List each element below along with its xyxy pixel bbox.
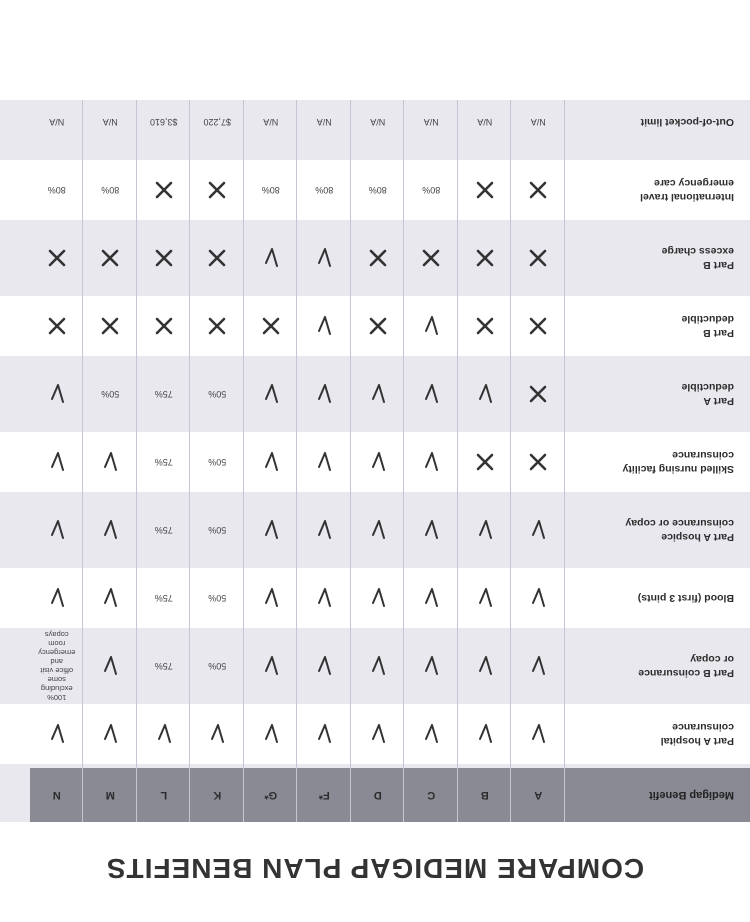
plan-cell — [405, 496, 459, 564]
check-icon — [420, 587, 442, 609]
x-icon — [474, 315, 496, 337]
check-icon — [527, 723, 549, 745]
benefit-text — [623, 448, 734, 476]
check-icon — [420, 315, 442, 337]
plan-cell — [30, 360, 84, 428]
coverage-value: 80% — [422, 185, 441, 195]
plan-cell — [405, 160, 459, 220]
column-divider — [457, 100, 458, 822]
column-divider — [297, 100, 298, 822]
plan-cell — [84, 496, 138, 564]
column-divider — [243, 100, 244, 822]
plan-cell — [84, 568, 138, 628]
plan-cell — [512, 568, 566, 628]
check-icon — [367, 587, 389, 609]
benefit-line: or copay — [690, 653, 734, 665]
plan-cell — [244, 224, 298, 292]
benefit-text — [638, 652, 734, 680]
column-divider — [404, 100, 405, 822]
plan-cell — [137, 360, 191, 428]
plan-cell — [405, 568, 459, 628]
plan-cell — [84, 632, 138, 700]
check-icon — [313, 247, 335, 269]
check-icon — [420, 383, 442, 405]
check-icon — [474, 723, 496, 745]
table-row — [0, 496, 750, 564]
plan-cell — [298, 88, 352, 156]
benefit-line: coinsurance — [672, 721, 734, 733]
plan-cell — [84, 432, 138, 492]
check-icon — [313, 519, 335, 541]
benefit-line: coinsurance — [672, 449, 734, 461]
check-icon — [313, 315, 335, 337]
plan-cell — [137, 496, 191, 564]
plan-cell — [405, 360, 459, 428]
plan-cell — [244, 360, 298, 428]
benefit-line: Out-of-pocket limit — [640, 116, 734, 128]
coverage-value: $7,220 — [203, 117, 232, 127]
plan-header-a: A — [512, 768, 566, 822]
benefit-label — [565, 160, 750, 220]
x-icon — [153, 179, 175, 201]
plan-cell — [30, 568, 84, 628]
coverage-value: 50% — [208, 457, 227, 467]
benefit-line: Part B — [703, 259, 734, 271]
benefit-line: deductible — [681, 313, 734, 325]
plan-cell — [298, 496, 352, 564]
benefit-text — [661, 720, 734, 748]
check-icon — [527, 655, 549, 677]
benefit-line: Part A — [703, 395, 734, 407]
check-icon — [313, 723, 335, 745]
table-header-row — [0, 768, 750, 822]
check-icon — [367, 655, 389, 677]
benefit-text — [625, 516, 734, 544]
plan-cell — [298, 360, 352, 428]
plan-cell — [84, 296, 138, 356]
plan-cell — [512, 496, 566, 564]
coverage-value: 75% — [154, 457, 173, 467]
plan-cell — [351, 432, 405, 492]
coverage-value: N/A — [263, 117, 279, 127]
check-icon — [260, 383, 282, 405]
x-icon — [153, 247, 175, 269]
column-divider — [83, 100, 84, 822]
plan-cell — [298, 432, 352, 492]
plan-cell — [458, 360, 512, 428]
plan-cell — [351, 160, 405, 220]
x-icon — [206, 315, 228, 337]
column-divider — [564, 100, 565, 822]
plan-cell — [458, 296, 512, 356]
plan-cell — [298, 704, 352, 764]
plan-cell — [351, 88, 405, 156]
benefit-label — [565, 568, 750, 628]
plan-header-c: C — [405, 768, 459, 822]
plan-cell — [351, 568, 405, 628]
plan-cell — [512, 160, 566, 220]
check-icon — [474, 519, 496, 541]
coverage-value: 75% — [154, 525, 173, 535]
check-icon — [527, 519, 549, 541]
plan-cell — [191, 432, 245, 492]
plan-cell — [512, 360, 566, 428]
x-icon — [46, 247, 68, 269]
coverage-value: N/A — [370, 117, 386, 127]
check-icon — [46, 383, 68, 405]
plan-cell — [405, 296, 459, 356]
plan-cell — [512, 704, 566, 764]
comparison-table — [0, 100, 750, 822]
plan-cell — [458, 432, 512, 492]
plan-cell — [351, 704, 405, 764]
plan-cell — [191, 224, 245, 292]
x-icon — [367, 247, 389, 269]
coverage-value: 75% — [154, 389, 173, 399]
plan-cell — [458, 632, 512, 700]
check-icon — [99, 451, 121, 473]
check-icon — [260, 451, 282, 473]
check-icon — [260, 723, 282, 745]
benefit-label — [565, 296, 750, 356]
benefit-line: emergency care — [654, 177, 734, 189]
plan-cell — [244, 296, 298, 356]
plan-header-k: K — [191, 768, 245, 822]
x-icon — [46, 315, 68, 337]
check-icon — [367, 519, 389, 541]
table-row — [0, 88, 750, 156]
plan-cell — [30, 632, 84, 700]
x-icon — [206, 179, 228, 201]
x-icon — [474, 451, 496, 473]
plan-cell — [244, 496, 298, 564]
plan-cell — [405, 704, 459, 764]
check-icon — [313, 587, 335, 609]
plan-cell — [30, 496, 84, 564]
benefit-line: Skilled nursing facility — [622, 463, 734, 475]
x-icon — [474, 247, 496, 269]
table-row — [0, 632, 750, 700]
plan-cell — [512, 432, 566, 492]
benefit-line: excess charge — [661, 245, 734, 257]
check-icon — [313, 655, 335, 677]
plan-cell — [137, 296, 191, 356]
plan-cell — [30, 224, 84, 292]
check-icon — [99, 655, 121, 677]
coverage-value: 50% — [208, 661, 227, 671]
coverage-value: 80% — [101, 185, 120, 195]
plan-cell — [191, 88, 245, 156]
check-icon — [420, 723, 442, 745]
plan-header-n: N — [30, 768, 84, 822]
check-icon — [260, 247, 282, 269]
check-icon — [46, 519, 68, 541]
x-icon — [474, 179, 496, 201]
plan-cell — [512, 224, 566, 292]
check-icon — [46, 587, 68, 609]
benefit-label — [565, 88, 750, 156]
plan-cell — [191, 568, 245, 628]
plan-cell — [405, 632, 459, 700]
plan-cell — [137, 568, 191, 628]
plan-cell — [244, 568, 298, 628]
plan-cell — [137, 224, 191, 292]
coverage-value: 80% — [315, 185, 334, 195]
plan-cell — [30, 160, 84, 220]
plan-header-b: B — [458, 768, 512, 822]
plan-cell — [298, 632, 352, 700]
coverage-value: N/A — [49, 117, 65, 127]
benefit-line: Part A hospice — [661, 531, 734, 543]
check-icon — [260, 587, 282, 609]
table-row — [0, 296, 750, 356]
column-divider — [511, 100, 512, 822]
plan-header-f-star: F* — [298, 768, 352, 822]
x-icon — [153, 315, 175, 337]
plan-cell — [244, 432, 298, 492]
benefit-line: Part A hospital — [660, 735, 734, 747]
coverage-value: N/A — [477, 117, 493, 127]
check-icon — [99, 723, 121, 745]
plan-cell — [191, 704, 245, 764]
plan-cell — [137, 432, 191, 492]
benefit-line: Part B coinsurance — [638, 667, 734, 679]
coverage-value: N/A — [423, 117, 439, 127]
plan-cell — [30, 432, 84, 492]
plan-cell — [298, 568, 352, 628]
benefit-line: deductible — [681, 381, 734, 393]
check-icon — [420, 655, 442, 677]
coverage-value: N/A — [530, 117, 546, 127]
check-icon — [367, 451, 389, 473]
benefit-text — [638, 591, 734, 605]
x-icon — [367, 315, 389, 337]
benefit-text — [640, 176, 734, 204]
check-icon — [527, 587, 549, 609]
plan-cell — [512, 296, 566, 356]
plan-cell — [458, 88, 512, 156]
check-icon — [313, 451, 335, 473]
plan-cell — [458, 704, 512, 764]
x-icon — [527, 179, 549, 201]
check-icon — [474, 383, 496, 405]
plan-cell — [351, 296, 405, 356]
plan-cell — [512, 88, 566, 156]
header-benefit-label: Medigap Benefit — [565, 768, 750, 822]
plan-cell — [458, 160, 512, 220]
plan-cell — [244, 160, 298, 220]
benefit-label — [565, 496, 750, 564]
plan-cell — [137, 88, 191, 156]
x-icon — [99, 247, 121, 269]
plan-cell — [137, 160, 191, 220]
column-divider — [350, 100, 351, 822]
check-icon — [206, 723, 228, 745]
check-icon — [420, 519, 442, 541]
plan-cell — [137, 704, 191, 764]
x-icon — [206, 247, 228, 269]
plan-header-m: M — [84, 768, 138, 822]
table-row — [0, 432, 750, 492]
plan-cell — [84, 224, 138, 292]
benefit-text — [641, 115, 734, 129]
table-row — [0, 160, 750, 220]
benefit-label — [565, 432, 750, 492]
x-icon — [99, 315, 121, 337]
plan-cell — [244, 632, 298, 700]
check-icon — [260, 519, 282, 541]
check-icon — [420, 451, 442, 473]
coverage-value: N/A — [102, 117, 118, 127]
check-icon — [474, 655, 496, 677]
coverage-value: 80% — [47, 185, 66, 195]
table-row — [0, 224, 750, 292]
plan-header-g-star: G* — [244, 768, 298, 822]
coverage-value: $3,610 — [149, 117, 178, 127]
plan-cell — [298, 296, 352, 356]
plan-cell — [512, 632, 566, 700]
check-icon — [46, 723, 68, 745]
check-icon — [474, 587, 496, 609]
plan-cell — [191, 360, 245, 428]
x-icon — [527, 247, 549, 269]
table-row — [0, 568, 750, 628]
plan-cell — [84, 704, 138, 764]
table-row — [0, 360, 750, 428]
x-icon — [260, 315, 282, 337]
benefit-line: Blood (first 3 pints) — [637, 592, 734, 604]
check-icon — [153, 723, 175, 745]
benefit-text — [681, 312, 734, 340]
benefit-line: coinsurance or copay — [625, 517, 734, 529]
check-icon — [260, 655, 282, 677]
page-title: COMPARE MEDIGAP PLAN BENEFITS — [105, 853, 645, 884]
plan-cell — [405, 88, 459, 156]
plan-cell — [351, 360, 405, 428]
check-icon — [46, 451, 68, 473]
plan-cell — [351, 224, 405, 292]
check-icon — [99, 587, 121, 609]
x-icon — [420, 247, 442, 269]
benefit-line: International travel — [640, 191, 734, 203]
plan-cell — [405, 224, 459, 292]
plan-cell — [84, 88, 138, 156]
plan-cell — [30, 88, 84, 156]
benefit-label — [565, 704, 750, 764]
plan-cell — [351, 632, 405, 700]
benefit-text — [662, 244, 734, 272]
plan-cell — [84, 360, 138, 428]
plan-cell — [30, 704, 84, 764]
check-icon — [313, 383, 335, 405]
check-icon — [367, 383, 389, 405]
x-icon — [527, 451, 549, 473]
plan-header-l: L — [137, 768, 191, 822]
plan-cell — [244, 704, 298, 764]
coverage-value: 50% — [101, 389, 120, 399]
plan-cell — [351, 496, 405, 564]
coverage-value: 50% — [208, 389, 227, 399]
plan-cell — [405, 432, 459, 492]
x-icon — [527, 315, 549, 337]
plan-cell — [244, 88, 298, 156]
benefit-line: Part B — [703, 327, 734, 339]
check-icon — [99, 519, 121, 541]
coverage-value: 75% — [154, 593, 173, 603]
x-icon — [527, 383, 549, 405]
plan-cell — [458, 496, 512, 564]
plan-cell — [458, 224, 512, 292]
column-divider — [136, 100, 137, 822]
plan-cell — [298, 160, 352, 220]
coverage-value: 80% — [368, 185, 387, 195]
plan-cell — [191, 160, 245, 220]
benefit-text — [681, 380, 734, 408]
check-icon — [367, 723, 389, 745]
benefit-label — [565, 360, 750, 428]
coverage-value: 80% — [261, 185, 280, 195]
plan-header-d: D — [351, 768, 405, 822]
coverage-value: 50% — [208, 525, 227, 535]
coverage-value: 50% — [208, 593, 227, 603]
column-divider — [190, 100, 191, 822]
plan-cell — [191, 632, 245, 700]
plan-cell — [137, 632, 191, 700]
plan-cell — [298, 224, 352, 292]
plan-cell — [191, 296, 245, 356]
table-row — [0, 704, 750, 764]
benefit-label — [565, 224, 750, 292]
coverage-value: N/A — [316, 117, 332, 127]
plan-cell — [191, 496, 245, 564]
coverage-note: 100% excluding some office visit and emergency room copays — [38, 630, 76, 702]
benefit-label — [565, 632, 750, 700]
plan-cell — [30, 296, 84, 356]
plan-cell — [84, 160, 138, 220]
plan-cell — [458, 568, 512, 628]
coverage-value: 75% — [154, 661, 173, 671]
